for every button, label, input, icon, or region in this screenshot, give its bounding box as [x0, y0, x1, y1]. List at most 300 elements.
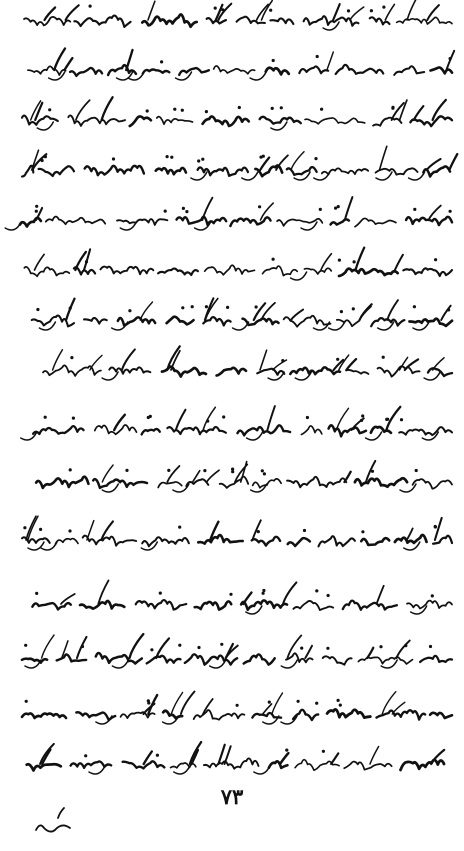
- handwriting-stroke: [198, 535, 242, 544]
- handwriting-dot: [413, 208, 416, 211]
- handwriting-stroke: [130, 634, 144, 658]
- handwriting-stroke: [291, 272, 307, 280]
- catchword: [36, 808, 70, 832]
- handwriting-stroke: [378, 366, 420, 376]
- handwriting-stroke: [26, 516, 36, 540]
- handwriting-stroke: [355, 478, 407, 486]
- handwriting-dot: [379, 645, 382, 648]
- handwriting-stroke: [217, 368, 246, 376]
- handwriting-stroke: [263, 266, 298, 276]
- handwriting-stroke: [344, 762, 391, 770]
- handwriting-stroke: [321, 254, 332, 270]
- handwriting-stroke: [84, 318, 107, 324]
- handwriting-stroke: [80, 601, 124, 609]
- handwriting-dot: [338, 259, 341, 262]
- handwriting-stroke: [252, 537, 280, 546]
- handwriting-stroke: [55, 539, 78, 545]
- manuscript-line: [24, 0, 452, 30]
- handwriting-stroke: [420, 656, 452, 662]
- handwriting-stroke: [346, 359, 356, 370]
- handwriting-stroke: [301, 426, 321, 435]
- handwriting-dot: [449, 210, 452, 213]
- handwriting-dot: [205, 110, 208, 113]
- handwriting-stroke: [241, 600, 287, 609]
- handwriting-dot: [386, 418, 389, 421]
- handwriting-dot: [206, 420, 209, 423]
- handwriting-stroke: [414, 106, 424, 120]
- handwriting-dot: [205, 305, 208, 308]
- handwriting-dot: [72, 417, 75, 420]
- handwriting-stroke: [101, 267, 154, 275]
- handwriting-stroke: [433, 358, 444, 370]
- handwriting-stroke: [430, 713, 452, 718]
- handwriting-stroke: [280, 753, 288, 764]
- handwriting-stroke: [424, 372, 440, 380]
- handwriting-dot: [128, 309, 131, 312]
- handwriting-dot: [229, 593, 232, 596]
- handwriting-dot: [159, 592, 162, 595]
- handwriting-stroke: [260, 158, 269, 171]
- handwriting-stroke: [410, 319, 453, 326]
- handwriting-stroke: [409, 172, 425, 180]
- handwriting-stroke: [28, 66, 66, 75]
- handwriting-stroke: [89, 766, 105, 774]
- handwriting-dot: [352, 307, 355, 310]
- handwriting-stroke: [118, 317, 155, 325]
- handwriting-stroke: [366, 432, 382, 440]
- manuscript-line: [22, 146, 457, 180]
- handwriting-stroke: [305, 646, 312, 658]
- handwriting-dot: [326, 647, 329, 650]
- handwriting-stroke: [266, 68, 289, 75]
- handwriting-dot: [257, 530, 260, 533]
- handwriting-dot: [281, 359, 284, 362]
- handwriting-dot: [147, 699, 150, 702]
- handwriting-stroke: [203, 116, 249, 126]
- handwriting-dot: [160, 60, 163, 63]
- handwriting-dot: [24, 644, 27, 647]
- handwriting-dot: [306, 416, 309, 419]
- handwriting-dot: [112, 157, 115, 160]
- manuscript-line: [28, 49, 454, 81]
- handwriting-stroke: [96, 653, 142, 663]
- handwriting-stroke: [142, 429, 160, 434]
- handwriting-dot: [347, 9, 350, 12]
- handwriting-stroke: [253, 479, 281, 488]
- handwriting-stroke: [190, 742, 201, 764]
- handwriting-stroke: [404, 542, 420, 550]
- handwriting-stroke: [314, 322, 330, 330]
- handwriting-dot: [271, 107, 274, 110]
- handwriting-stroke: [281, 660, 297, 668]
- handwriting-stroke: [247, 432, 263, 440]
- handwriting-stroke: [270, 18, 293, 23]
- handwriting-stroke: [32, 603, 70, 609]
- handwriting-stroke: [203, 407, 215, 430]
- manuscript-line: [22, 692, 452, 725]
- handwriting-dot: [220, 643, 223, 646]
- handwriting-stroke: [142, 537, 189, 546]
- handwriting-dot: [166, 155, 169, 158]
- manuscript-line: [36, 461, 452, 492]
- handwriting-stroke: [449, 154, 457, 170]
- handwriting-stroke: [260, 117, 301, 124]
- manuscript-line: [22, 634, 452, 668]
- handwriting-stroke: [167, 346, 180, 370]
- handwriting-stroke: [126, 50, 132, 70]
- handwriting-dot: [434, 525, 437, 528]
- handwriting-stroke: [407, 528, 413, 540]
- handwriting-dot: [447, 308, 450, 311]
- handwriting-stroke: [83, 536, 136, 546]
- handwriting-stroke: [395, 535, 427, 543]
- handwriting-stroke: [171, 693, 182, 715]
- manuscript-line: [27, 742, 445, 774]
- handwriting-stroke: [331, 219, 349, 224]
- handwriting-dot: [334, 207, 337, 210]
- page-number: ۷۳: [220, 784, 244, 809]
- handwriting-stroke: [319, 536, 355, 546]
- handwriting-stroke: [284, 316, 331, 327]
- handwriting-dot: [150, 648, 153, 651]
- handwriting-stroke: [122, 350, 135, 371]
- handwriting-stroke: [185, 654, 237, 664]
- handwriting-dot: [35, 205, 38, 208]
- handwriting-dot: [197, 646, 200, 649]
- handwriting-dot: [360, 419, 363, 422]
- handwriting-dot: [182, 207, 185, 210]
- handwriting-stroke: [403, 268, 452, 276]
- handwriting-stroke: [377, 586, 384, 604]
- handwriting-stroke: [304, 16, 359, 26]
- handwriting-stroke: [257, 369, 284, 375]
- handwriting-dot: [236, 704, 239, 707]
- handwriting-stroke: [42, 635, 54, 658]
- handwriting-dot: [181, 306, 184, 309]
- handwriting-dot: [36, 308, 39, 311]
- handwriting-stroke: [39, 166, 74, 176]
- handwriting-stroke: [380, 146, 387, 170]
- handwriting-dot: [300, 647, 303, 650]
- handwriting-stroke: [207, 470, 219, 482]
- handwriting-stroke: [96, 716, 112, 724]
- handwriting-dot: [272, 59, 275, 62]
- handwriting-stroke: [299, 66, 328, 73]
- handwriting-stroke: [399, 427, 452, 435]
- handwriting-stroke: [446, 51, 454, 70]
- handwriting-stroke: [394, 66, 424, 75]
- handwriting-stroke: [27, 764, 61, 770]
- handwriting-stroke: [276, 155, 288, 170]
- handwriting-dot: [431, 594, 434, 597]
- handwriting-dot: [269, 9, 272, 12]
- handwriting-stroke: [260, 350, 267, 370]
- handwriting-stroke: [291, 310, 303, 320]
- handwriting-dot: [23, 526, 26, 529]
- handwriting-stroke: [323, 22, 339, 30]
- handwriting-stroke: [136, 600, 187, 610]
- handwriting-dot: [89, 5, 92, 8]
- handwriting-stroke: [283, 582, 296, 604]
- handwriting-stroke: [22, 166, 33, 177]
- handwriting-dot: [415, 469, 418, 472]
- handwriting-stroke: [401, 760, 445, 770]
- handwriting-stroke: [167, 317, 194, 325]
- handwriting-dot: [382, 356, 385, 359]
- handwriting-stroke: [367, 648, 373, 658]
- handwriting-stroke: [93, 479, 147, 488]
- handwriting-stroke: [203, 317, 230, 325]
- handwriting-stroke: [36, 477, 88, 488]
- handwriting-stroke: [267, 406, 275, 430]
- handwriting-stroke: [410, 116, 452, 126]
- handwriting-dot: [81, 645, 84, 648]
- handwriting-dot: [156, 754, 159, 757]
- handwriting-stroke: [179, 68, 209, 75]
- handwriting-stroke: [156, 168, 186, 174]
- handwriting-dot: [303, 529, 306, 532]
- handwriting-stroke: [22, 659, 47, 663]
- handwriting-stroke: [186, 479, 208, 486]
- handwriting-dot: [255, 305, 258, 308]
- handwriting-stroke: [370, 747, 379, 765]
- manuscript-line: [32, 580, 452, 614]
- handwriting-dot: [178, 526, 181, 529]
- handwriting-dot: [404, 644, 407, 647]
- handwriting-stroke: [130, 116, 151, 126]
- handwriting-stroke: [102, 97, 113, 120]
- handwriting-stroke: [242, 172, 258, 180]
- manuscript-line: [32, 298, 452, 330]
- handwriting-stroke: [339, 269, 398, 276]
- handwriting-stroke: [5, 222, 21, 230]
- handwriting-dot: [361, 414, 364, 417]
- handwriting-stroke: [407, 0, 416, 20]
- handwriting-stroke: [177, 217, 227, 225]
- handwriting-stroke: [90, 355, 102, 370]
- handwriting-stroke: [243, 593, 251, 605]
- handwriting-stroke: [220, 477, 248, 488]
- handwriting-stroke: [112, 660, 128, 668]
- handwriting-stroke: [331, 753, 338, 764]
- handwriting-stroke: [333, 4, 340, 20]
- manuscript-line: [21, 406, 452, 440]
- handwriting-stroke: [176, 410, 186, 430]
- handwriting-stroke: [359, 307, 371, 321]
- handwriting-stroke: [230, 217, 270, 226]
- handwriting-stroke: [46, 217, 105, 225]
- handwriting-stroke: [376, 172, 392, 180]
- manuscript-line: [22, 97, 452, 130]
- handwriting-dot: [429, 645, 432, 648]
- manuscript-line: [43, 346, 452, 380]
- handwriting-stroke: [22, 713, 66, 718]
- handwriting-dot: [238, 106, 241, 109]
- handwriting-dot: [164, 210, 167, 213]
- handwriting-stroke: [355, 218, 396, 226]
- handwriting-stroke: [252, 520, 260, 540]
- handwriting-stroke: [287, 477, 346, 487]
- handwriting-dot: [337, 699, 340, 702]
- handwriting-dot: [327, 594, 330, 597]
- handwriting-stroke: [427, 159, 441, 170]
- handwriting-dot: [84, 754, 87, 757]
- handwriting-dot: [39, 528, 42, 531]
- handwriting-dot: [353, 260, 356, 263]
- handwriting-dot: [69, 468, 72, 471]
- handwriting-stroke: [269, 761, 288, 768]
- handwriting-dot: [44, 416, 47, 419]
- handwriting-stroke: [85, 166, 144, 175]
- handwriting-dot: [382, 6, 385, 9]
- handwriting-stroke: [385, 4, 394, 20]
- handwriting-dot: [370, 9, 373, 12]
- handwriting-dot: [85, 260, 88, 263]
- manuscript-line: [22, 516, 452, 550]
- handwriting-dot: [35, 210, 38, 213]
- handwriting-stroke: [327, 52, 333, 70]
- handwriting-dot: [413, 305, 416, 308]
- handwriting-dot: [449, 57, 452, 60]
- handwriting-dot: [226, 306, 229, 309]
- handwriting-stroke: [431, 67, 453, 73]
- handwriting-dot: [70, 356, 73, 359]
- handwriting-stroke: [35, 103, 42, 120]
- handwriting-stroke: [76, 100, 90, 120]
- handwriting-stroke: [329, 425, 366, 436]
- handwriting-stroke: [254, 766, 270, 774]
- handwriting-stroke: [250, 72, 266, 80]
- handwriting-stroke: [272, 693, 283, 714]
- handwriting-dot: [35, 592, 38, 595]
- handwriting-stroke: [361, 538, 389, 545]
- handwriting-dot: [48, 108, 51, 111]
- handwriting-stroke: [109, 367, 150, 373]
- handwriting-dot: [371, 470, 374, 473]
- handwriting-dot: [322, 750, 325, 753]
- handwriting-stroke: [397, 641, 410, 658]
- handwriting-stroke: [304, 268, 331, 274]
- handwriting-stroke: [435, 518, 442, 540]
- handwriting-stroke: [214, 66, 255, 74]
- handwriting-stroke: [413, 479, 452, 489]
- handwriting-stroke: [117, 219, 167, 225]
- handwriting-dot: [185, 210, 188, 213]
- handwriting-stroke: [204, 758, 259, 768]
- handwriting-stroke: [395, 255, 403, 270]
- handwriting-dot: [268, 701, 271, 704]
- handwriting-stroke: [54, 49, 65, 71]
- handwriting-stroke: [53, 350, 63, 370]
- handwriting-stroke: [397, 17, 452, 24]
- handwriting-dot: [391, 107, 394, 110]
- handwriting-stroke: [350, 7, 364, 20]
- handwriting-stroke: [293, 710, 318, 720]
- handwriting-dot: [221, 8, 224, 11]
- handwriting-dot: [400, 418, 403, 421]
- handwriting-dot: [222, 415, 225, 418]
- handwriting-stroke: [167, 466, 179, 482]
- handwriting-dot: [25, 700, 28, 703]
- handwriting-stroke: [305, 118, 365, 124]
- handwriting-dot: [197, 159, 200, 162]
- handwriting-dot: [315, 702, 318, 705]
- handwriting-dot: [147, 416, 150, 419]
- handwriting-stroke: [244, 654, 275, 664]
- handwriting-stroke: [225, 746, 231, 764]
- handwriting-stroke: [288, 538, 310, 546]
- handwriting-stroke: [356, 248, 365, 270]
- handwriting-dot: [68, 529, 71, 532]
- handwriting-dot: [361, 530, 364, 533]
- handwriting-stroke: [291, 152, 304, 170]
- handwriting-stroke: [441, 306, 451, 320]
- handwriting-stroke: [323, 656, 352, 664]
- handwriting-dot: [262, 589, 265, 592]
- handwriting-stroke: [87, 521, 94, 540]
- handwriting-stroke: [74, 16, 130, 27]
- handwriting-stroke: [376, 168, 418, 174]
- handwriting-stroke: [158, 482, 182, 488]
- handwriting-dot: [263, 472, 266, 475]
- handwriting-stroke: [181, 692, 195, 715]
- handwriting-dot: [262, 592, 265, 595]
- handwriting-dot: [314, 157, 317, 160]
- handwriting-stroke: [143, 70, 170, 74]
- handwriting-dot: [191, 305, 194, 308]
- handwriting-stroke: [373, 118, 401, 126]
- handwriting-stroke: [112, 322, 128, 330]
- handwriting-dot: [69, 307, 72, 310]
- handwriting-stroke: [33, 426, 83, 434]
- handwriting-stroke: [66, 5, 79, 20]
- handwriting-stroke: [252, 713, 281, 718]
- handwriting-stroke: [140, 302, 152, 320]
- handwriting-dot: [261, 469, 264, 472]
- handwriting-stroke: [35, 254, 45, 270]
- handwriting-stroke: [387, 300, 398, 320]
- handwriting-dot: [167, 469, 170, 472]
- handwriting-stroke: [20, 218, 41, 226]
- handwriting-dot: [258, 205, 261, 208]
- handwriting-stroke: [400, 484, 416, 492]
- handwriting-dot: [280, 106, 283, 109]
- handwriting-stroke: [176, 72, 192, 80]
- handwriting-stroke: [194, 710, 245, 720]
- handwriting-stroke: [273, 360, 287, 370]
- handwriting-dot: [170, 156, 173, 159]
- handwriting-stroke: [102, 465, 113, 482]
- handwriting-stroke: [37, 122, 53, 130]
- handwriting-stroke: [205, 265, 255, 275]
- handwriting-stroke: [290, 367, 340, 374]
- handwriting-stroke: [147, 656, 181, 664]
- handwriting-stroke: [405, 359, 418, 370]
- handwriting-stroke: [346, 370, 368, 374]
- manuscript-line: [5, 197, 452, 230]
- handwriting-stroke: [336, 408, 348, 430]
- handwriting-dot: [146, 109, 149, 112]
- handwriting-dot: [316, 55, 319, 58]
- handwriting-stroke: [344, 472, 350, 482]
- handwriting-dot: [336, 358, 339, 361]
- handwriting-dot: [259, 156, 262, 159]
- handwriting-dot: [173, 108, 176, 111]
- handwriting-stroke: [345, 197, 353, 220]
- handwriting-dot: [178, 644, 181, 647]
- handwriting-dot: [214, 7, 217, 10]
- handwriting-stroke: [327, 709, 370, 717]
